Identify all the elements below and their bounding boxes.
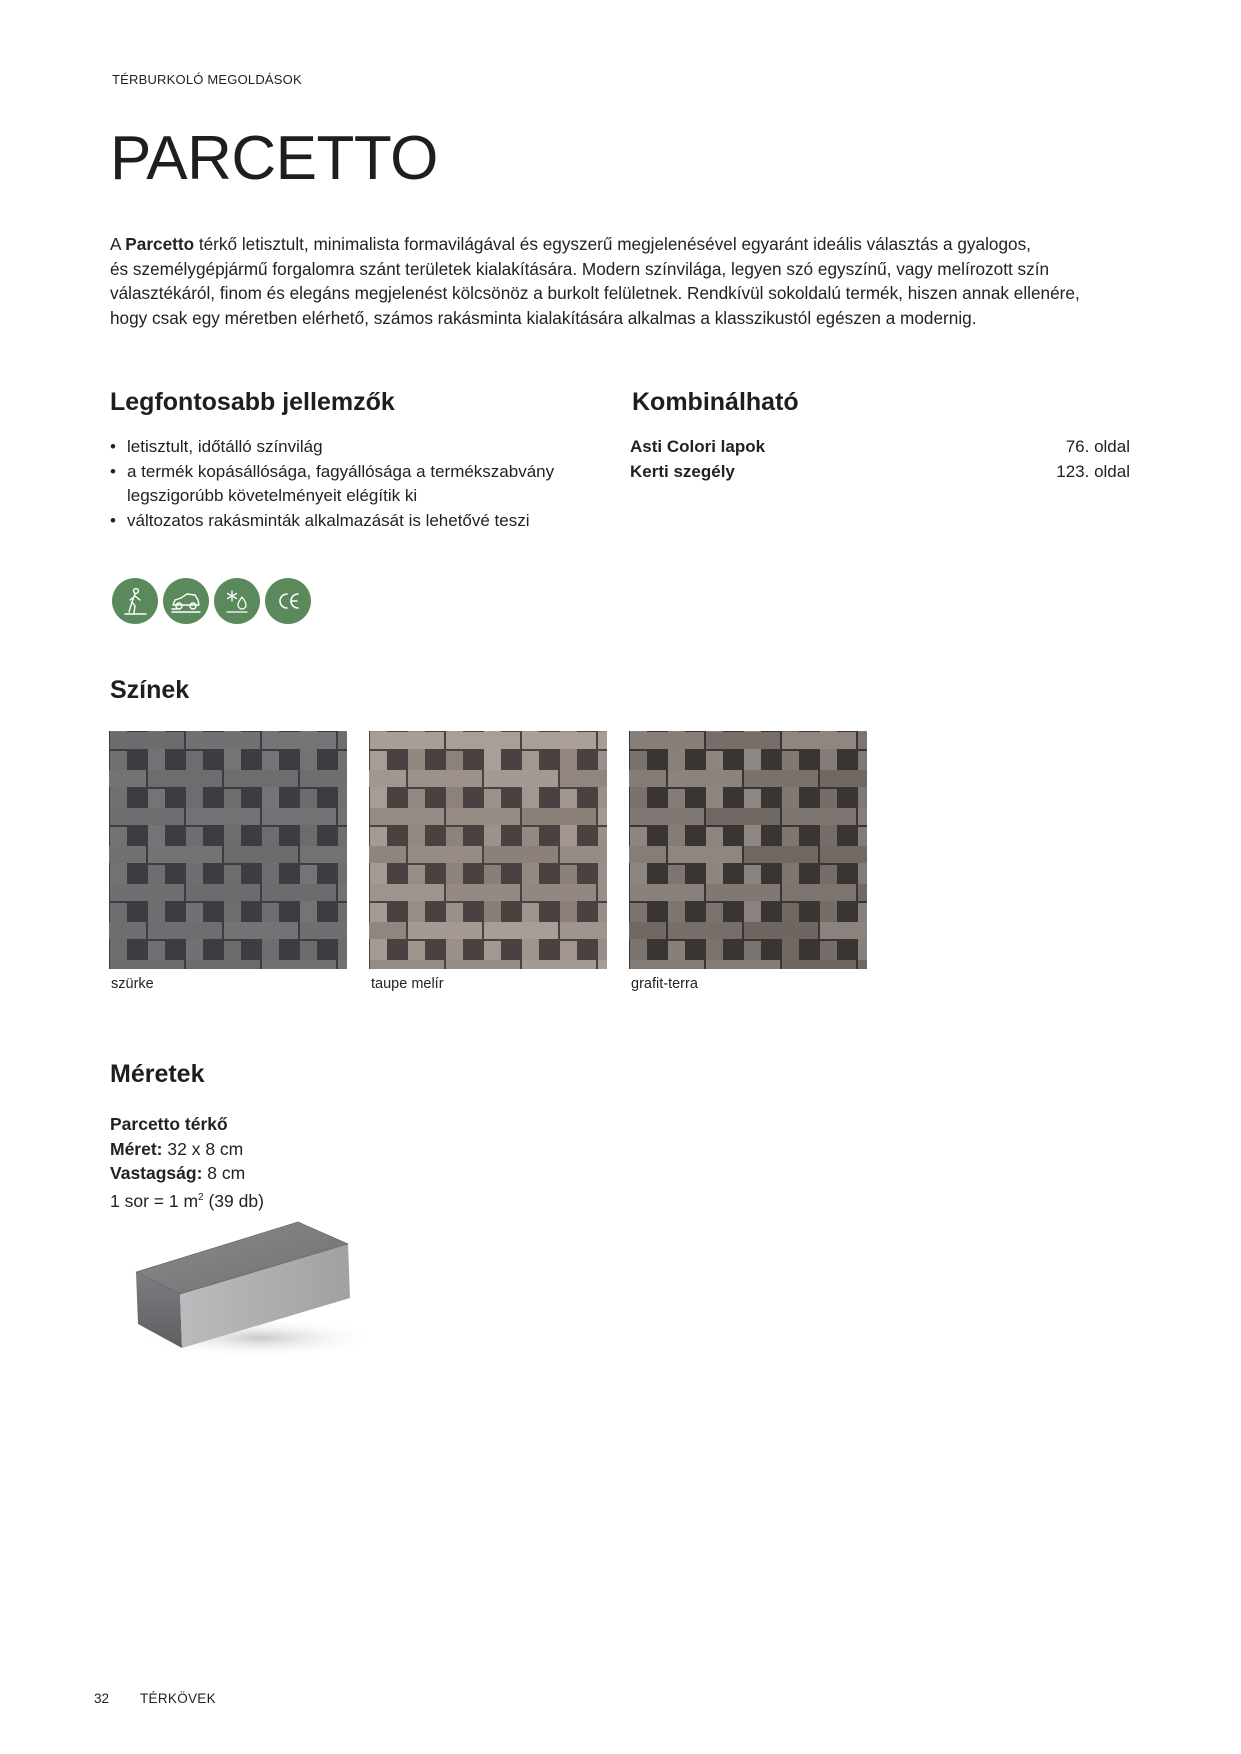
paver-brick bbox=[522, 884, 596, 901]
paver-brick bbox=[110, 808, 184, 825]
colors-heading: Színek bbox=[110, 676, 190, 704]
page-number: 32 bbox=[94, 1691, 110, 1706]
swatch-caption: taupe melír bbox=[371, 976, 444, 992]
intro-line-3: választékáról, finom és elegáns megjelenést kölcsönöz a burkolt felületnek. Rendkívül sokoldalú termék, hiszen annak ellenére, bbox=[110, 283, 1080, 303]
paver-brick bbox=[484, 922, 558, 939]
paver-brick bbox=[109, 922, 146, 939]
paver-brick bbox=[629, 770, 666, 787]
paver-brick bbox=[630, 884, 704, 901]
paver-brick bbox=[186, 808, 260, 825]
paver-brick bbox=[598, 960, 607, 969]
paver-brick bbox=[110, 732, 184, 749]
paver-brick bbox=[782, 960, 856, 969]
paver-brick bbox=[782, 884, 856, 901]
combinable-heading: Kombinálható bbox=[632, 388, 799, 416]
swatch-caption: grafit-terra bbox=[631, 976, 698, 992]
intro-prefix: A bbox=[110, 234, 126, 254]
thickness-label: Vastagság: bbox=[110, 1163, 203, 1183]
paver-brick bbox=[109, 770, 146, 787]
features-heading: Legfontosabb jellemzők bbox=[110, 388, 395, 416]
paver-brick bbox=[300, 846, 347, 863]
frost-resistance-icon bbox=[214, 578, 260, 624]
paver-brick bbox=[858, 732, 867, 749]
pedestrian-icon bbox=[112, 578, 158, 624]
paver-brick bbox=[224, 846, 298, 863]
dimensions-product: Parcetto térkő bbox=[110, 1114, 228, 1134]
ce-mark-icon bbox=[265, 578, 311, 624]
intro-line-4: hogy csak egy méretben elérhető, számos rakásminta kialakítására alkalmas a klasszikustól egészen a modernig. bbox=[110, 307, 977, 328]
paver-brick bbox=[522, 960, 596, 969]
size-value: 32 x 8 cm bbox=[162, 1138, 244, 1159]
thickness-value: 8 cm bbox=[202, 1163, 246, 1183]
paver-brick bbox=[186, 884, 260, 901]
dimensions-heading: Méretek bbox=[110, 1060, 205, 1088]
swatch-taupe-melir bbox=[369, 731, 607, 969]
paver-brick bbox=[369, 922, 406, 939]
coverage-prefix: 1 sor = 1 m bbox=[110, 1190, 199, 1211]
paver-brick bbox=[598, 884, 607, 901]
combinable-page: 123. oldal bbox=[1056, 461, 1130, 481]
paver-brick bbox=[484, 770, 558, 787]
paver-brick bbox=[522, 732, 596, 749]
paver-brick bbox=[300, 922, 347, 939]
size-label: Méret: bbox=[110, 1138, 163, 1159]
paver-brick bbox=[338, 884, 347, 901]
intro-paragraph bbox=[110, 232, 1120, 330]
paver-brick bbox=[148, 922, 222, 939]
paver-brick bbox=[820, 846, 867, 863]
paver-brick bbox=[744, 922, 818, 939]
paver-brick bbox=[370, 808, 444, 825]
feature-item: • letisztult, időtálló színvilág bbox=[110, 435, 630, 460]
paver-brick bbox=[446, 808, 520, 825]
intro-line-2: és személygépjármű forgalomra szánt területek kialakítására. Modern színvilága, legyen szó egyszínű, vagy melírozott szín bbox=[110, 258, 1050, 279]
feature-badges bbox=[112, 578, 311, 624]
section-kicker: TÉRBURKOLÓ MEGOLDÁSOK bbox=[112, 72, 302, 87]
paver-brick bbox=[446, 732, 520, 749]
brick-image bbox=[120, 1210, 380, 1370]
paver-brick bbox=[668, 770, 742, 787]
paver-brick bbox=[782, 808, 856, 825]
paver-brick bbox=[706, 884, 780, 901]
feature-item: • a termék kopásállósága, fagyállósága a termékszabvány legszigorúbb követelményeit elégítik ki bbox=[110, 460, 630, 509]
paver-brick bbox=[706, 732, 780, 749]
combinable-page: 76. oldal bbox=[1065, 437, 1130, 456]
paver-brick bbox=[744, 770, 818, 787]
paver-brick bbox=[224, 922, 298, 939]
paver-brick bbox=[629, 846, 666, 863]
paver-brick bbox=[262, 732, 336, 749]
combinable-name: Asti Colori lapok bbox=[630, 437, 766, 456]
paver-brick bbox=[370, 732, 444, 749]
paver-brick bbox=[370, 960, 444, 969]
paver-brick bbox=[186, 732, 260, 749]
page-title: PARCETTO bbox=[110, 124, 438, 193]
paver-brick bbox=[484, 846, 558, 863]
paver-brick bbox=[262, 884, 336, 901]
paver-brick bbox=[858, 884, 867, 901]
footer-section: TÉRKÖVEK bbox=[140, 1691, 216, 1706]
paver-brick bbox=[820, 770, 867, 787]
paver-brick bbox=[782, 732, 856, 749]
paver-brick bbox=[148, 846, 222, 863]
paver-brick bbox=[109, 846, 146, 863]
paver-brick bbox=[408, 846, 482, 863]
paver-brick bbox=[446, 884, 520, 901]
paver-brick bbox=[446, 960, 520, 969]
paver-brick bbox=[820, 922, 867, 939]
dimensions-block bbox=[110, 1112, 264, 1213]
combinable-row bbox=[630, 460, 1130, 485]
combinable-list bbox=[630, 435, 1130, 484]
feature-item: • változatos rakásminták alkalmazását is lehetővé teszi bbox=[110, 509, 630, 534]
swatch-szurke bbox=[109, 731, 347, 969]
paver-brick bbox=[369, 770, 406, 787]
coverage-suffix: (39 db) bbox=[203, 1190, 264, 1211]
paver-brick bbox=[369, 846, 406, 863]
paver-brick bbox=[262, 808, 336, 825]
paver-brick bbox=[338, 732, 347, 749]
coverage-sup: 2 bbox=[198, 1191, 204, 1203]
paver-brick bbox=[522, 808, 596, 825]
paver-brick bbox=[858, 960, 867, 969]
intro-product-name: Parcetto bbox=[125, 234, 195, 254]
intro-line-1: térkő letisztult, minimalista formavilágával és egyszerű megjelenésével egyaránt ideális választás a gyalogos, bbox=[194, 234, 1031, 254]
paver-brick bbox=[630, 732, 704, 749]
paver-brick bbox=[408, 770, 482, 787]
paver-brick bbox=[186, 960, 260, 969]
paver-brick bbox=[706, 808, 780, 825]
paver-brick bbox=[858, 808, 867, 825]
paver-brick bbox=[370, 884, 444, 901]
paver-brick bbox=[224, 770, 298, 787]
paver-brick bbox=[110, 960, 184, 969]
paver-brick bbox=[560, 922, 607, 939]
paver-brick bbox=[262, 960, 336, 969]
paver-brick bbox=[598, 732, 607, 749]
swatch-grafit-terra bbox=[629, 731, 867, 969]
combinable-row bbox=[630, 435, 1130, 460]
paver-brick bbox=[338, 808, 347, 825]
combinable-name: Kerti szegély bbox=[630, 461, 735, 481]
paver-brick bbox=[560, 846, 607, 863]
paver-brick bbox=[630, 808, 704, 825]
paver-brick bbox=[744, 846, 818, 863]
paver-brick bbox=[629, 922, 666, 939]
paver-brick bbox=[668, 846, 742, 863]
paver-brick bbox=[338, 960, 347, 969]
paver-brick bbox=[706, 960, 780, 969]
paver-brick bbox=[630, 960, 704, 969]
features-list bbox=[110, 435, 630, 533]
car-icon bbox=[163, 578, 209, 624]
paver-brick bbox=[560, 770, 607, 787]
paver-brick bbox=[668, 922, 742, 939]
paver-brick bbox=[148, 770, 222, 787]
swatch-caption: szürke bbox=[111, 976, 154, 992]
paver-brick bbox=[300, 770, 347, 787]
paver-brick bbox=[408, 922, 482, 939]
paver-brick bbox=[110, 884, 184, 901]
paver-brick bbox=[598, 808, 607, 825]
